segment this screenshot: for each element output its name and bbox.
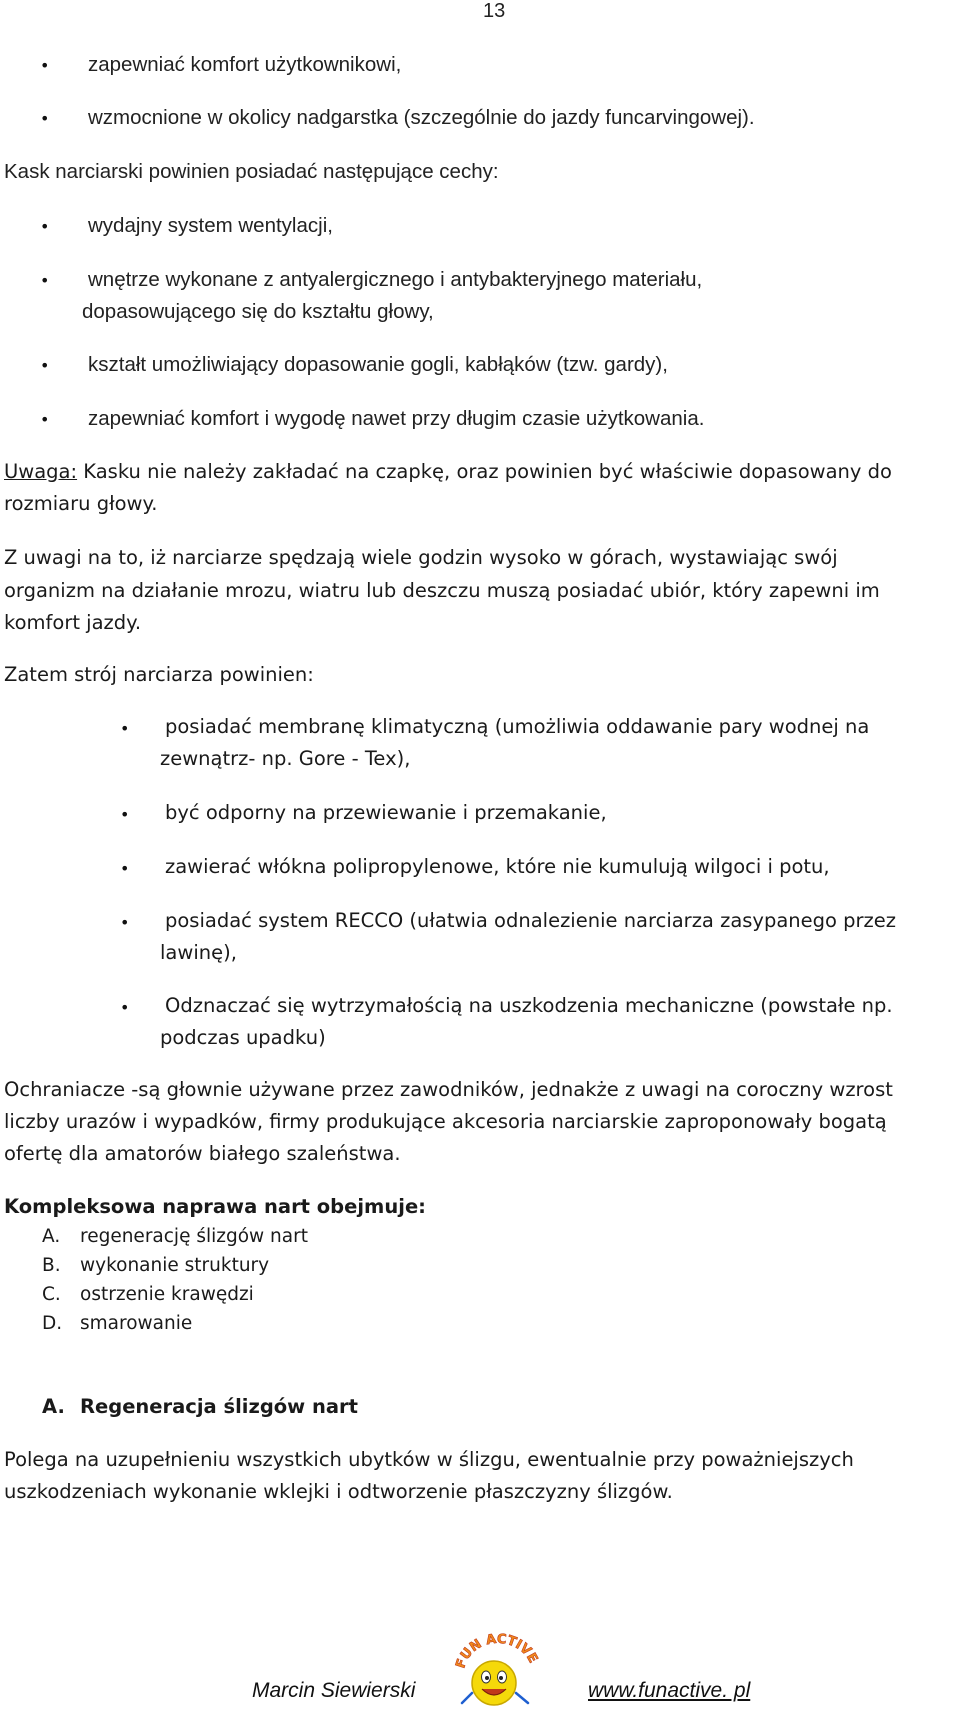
paragraph-line: uszkodzeniach wykonanie wklejki i odtworzenie płaszczyzny ślizgów. (4, 1480, 673, 1503)
paragraph-line: liczby urazów i wypadków, firmy produkujące akcesoria narciarskie zaproponowały bogatą (4, 1110, 887, 1133)
list-item-continuation: lawinę), (160, 941, 237, 964)
list-item-continuation: podczas upadku) (160, 1026, 326, 1049)
paragraph-line: Z uwagi na to, iż narciarze spędzają wiele godzin wysoko w górach, wystawiając swój (4, 546, 838, 569)
bullet: • (120, 998, 130, 1017)
list-item: wydajny system wentylacji, (88, 214, 333, 237)
bullet: • (40, 410, 50, 429)
list-item: być odporny na przewiewanie i przemakanie, (165, 801, 607, 824)
bullet: • (40, 56, 50, 75)
note-line (4, 460, 892, 483)
repair-item: wykonanie struktury (80, 1255, 270, 1276)
bullet: • (40, 109, 50, 128)
paragraph-line: Polega na uzupełnieniu wszystkich ubytków w ślizgu, ewentualnie przy poważniejszych (4, 1448, 854, 1471)
note-line: rozmiaru głowy. (4, 492, 158, 515)
list-item: zapewniać komfort i wygodę nawet przy długim czasie użytkowania. (88, 407, 705, 430)
list-item: zawierać włókna polipropylenowe, które nie kumulują wilgoci i potu, (165, 855, 830, 878)
paragraph-line: organizm na działanie mrozu, wiatru lub deszczu muszą posiadać ubiór, który zapewni im (4, 579, 880, 602)
list-item-continuation: zewnątrz- np. Gore - Tex), (160, 747, 411, 770)
list-item: posiadać system RECCO (ułatwia odnalezienie narciarza zasypanego przez (165, 909, 897, 932)
page-number: 13 (483, 0, 506, 22)
repair-item: ostrzenie krawędzi (80, 1284, 254, 1305)
bullet: • (40, 217, 50, 236)
logo-lettering: FUN ACTIVE (453, 1633, 541, 1671)
list-item: kształt umożliwiający dopasowanie gogli, kabłąków (tzw. gardy), (88, 353, 668, 376)
repair-item: regenerację ślizgów nart (80, 1226, 308, 1247)
list-item: Odznaczać się wytrzymałością na uszkodzenia mechaniczne (powstałe np. (165, 994, 893, 1017)
repair-item: smarowanie (80, 1313, 193, 1334)
list-item: wzmocnione w okolicy nadgarstka (szczególnie do jazdy funcarvingowej). (88, 106, 755, 129)
paragraph-line: ofertę dla amatorów białego szaleństwa. (4, 1142, 401, 1165)
paragraph-line: komfort jazdy. (4, 611, 142, 634)
bullet: • (120, 859, 130, 878)
funactive-logo (452, 1633, 544, 1709)
section-letter: A. (42, 1395, 65, 1418)
list-item: posiadać membranę klimatyczną (umożliwia oddawanie pary wodnej na (165, 715, 870, 738)
footer-website[interactable]: www.funactive. pl (588, 1679, 751, 1702)
bullet: • (40, 271, 50, 290)
smiley-face-icon (472, 1661, 516, 1705)
note-label: Uwaga: (4, 460, 78, 483)
repair-letter: C. (42, 1284, 61, 1305)
note-text: Kasku nie należy zakładać na czapkę, oraz powinien być właściwie dopasowany do (77, 460, 892, 483)
repair-heading: Kompleksowa naprawa nart obejmuje: (4, 1195, 426, 1218)
list-item: zapewniać komfort użytkownikowi, (88, 53, 402, 76)
repair-letter: D. (42, 1313, 63, 1334)
helmet-intro: Kask narciarski powinien posiadać następujące cechy: (4, 160, 499, 183)
repair-letter: A. (42, 1226, 61, 1247)
bullet: • (120, 805, 130, 824)
footer-author: Marcin Siewierski (252, 1679, 416, 1702)
list-item: wnętrze wykonane z antyalergicznego i antybakteryjnego materiału, (88, 268, 703, 291)
section-title: Regeneracja ślizgów nart (80, 1395, 358, 1418)
bullet: • (120, 913, 130, 932)
bullet: • (40, 356, 50, 375)
outfit-intro: Zatem strój narciarza powinien: (4, 663, 314, 686)
bullet: • (120, 719, 130, 738)
paragraph-line: Ochraniacze -są głownie używane przez zawodników, jednakże z uwagi na coroczny wzrost (4, 1078, 893, 1101)
list-item-continuation: dopasowującego się do kształtu głowy, (82, 300, 434, 323)
repair-letter: B. (42, 1255, 61, 1276)
